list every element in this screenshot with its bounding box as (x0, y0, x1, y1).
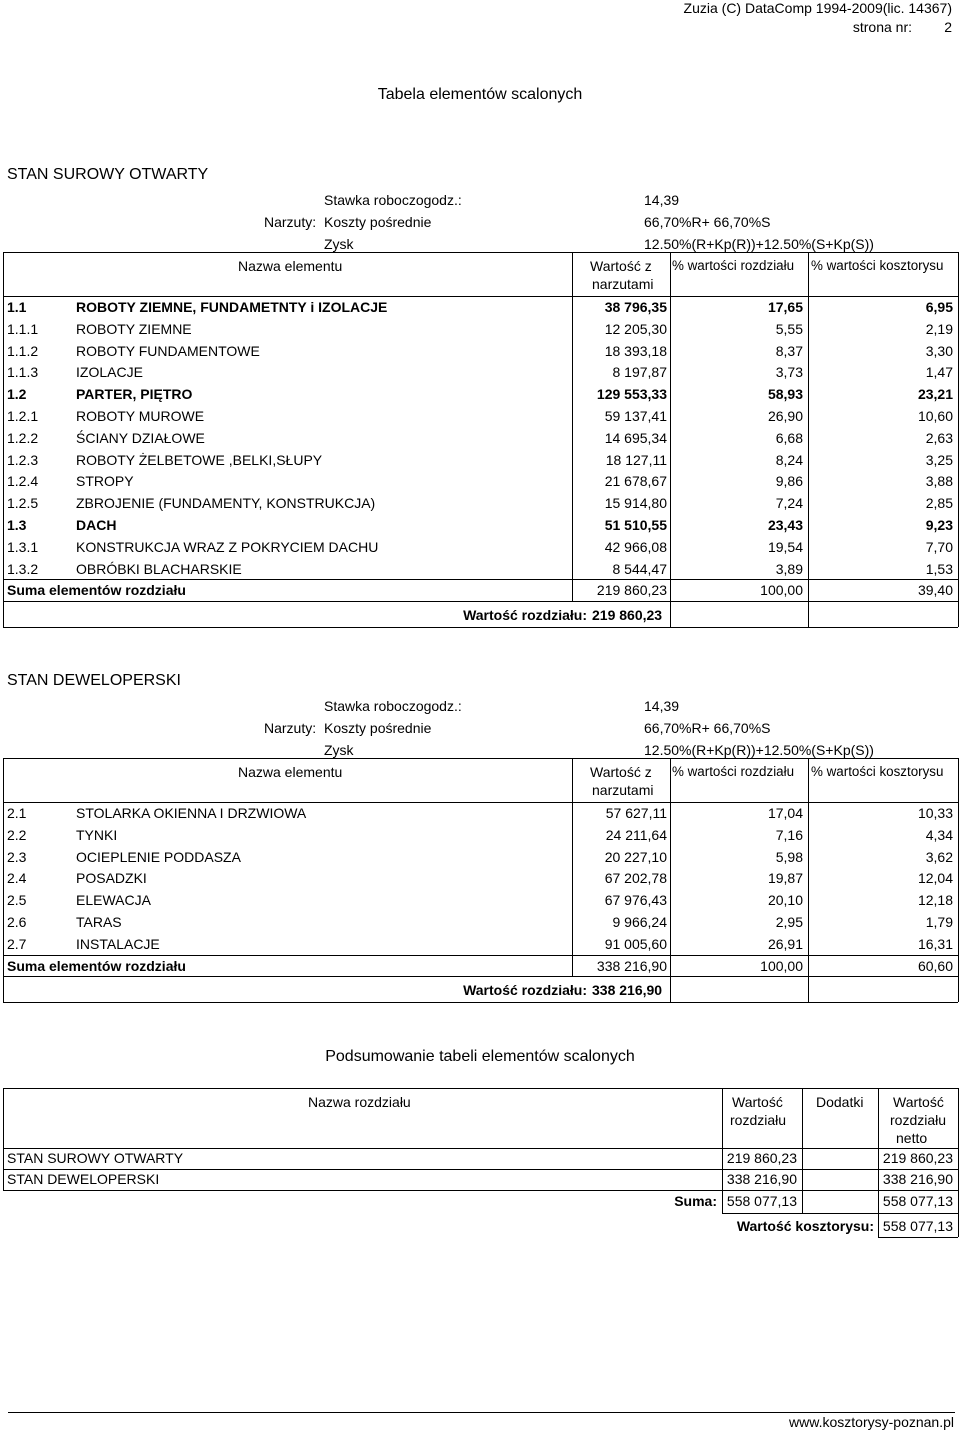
param-stawka-value: 14,39 (644, 698, 680, 714)
column-header-value-1: Wartość z (590, 258, 652, 274)
row-number: 1.2.3 (7, 451, 39, 468)
row-number: 1.2 (7, 386, 27, 403)
param-koszty-value: 66,70%R+ 66,70%S (644, 214, 771, 230)
divider (670, 758, 671, 1002)
row-value: 129 553,33 (596, 386, 667, 403)
row-number: 1.1.1 (7, 320, 39, 337)
divider (722, 1088, 723, 1213)
summary-header-net-2: rozdziału (890, 1112, 947, 1128)
row-percent-section: 3,73 (775, 364, 803, 381)
divider (3, 955, 958, 956)
row-value: 18 393,18 (604, 342, 667, 359)
section-value: 338 216,90 (592, 982, 663, 999)
section-sum-value: 219 860,23 (596, 582, 667, 599)
row-name: STROPY (76, 473, 134, 490)
row-number: 2.1 (7, 805, 27, 821)
row-value: 9 966,24 (612, 914, 667, 930)
divider (670, 252, 671, 627)
param-zysk-label: Zysk (324, 236, 354, 252)
divider (3, 1169, 958, 1170)
summary-total-label: Wartość kosztorysu: (736, 1218, 874, 1234)
param-stawka-label: Stawka roboczogodz.: (324, 698, 462, 714)
row-percent-section: 26,91 (767, 935, 803, 952)
section-value: 219 860,23 (592, 607, 663, 624)
row-value: 51 510,55 (604, 517, 667, 533)
row-name: OCIEPLENIE PODDASZA (76, 848, 241, 865)
row-percent-total: 6,95 (925, 299, 953, 315)
summary-sum-label: Suma: (674, 1193, 717, 1209)
column-header-percent-total: % wartości kosztorysu (811, 258, 944, 273)
summary-row-net: 219 860,23 (882, 1150, 953, 1166)
column-header-name: Nazwa elementu (238, 764, 343, 780)
summary-header-net-3: netto (896, 1130, 928, 1146)
row-percent-section: 2,95 (775, 914, 803, 930)
section-sum-label: Suma elementów rozdziału (7, 582, 186, 599)
param-koszty-label: Koszty pośrednie (324, 214, 432, 230)
row-number: 2.3 (7, 848, 27, 865)
row-percent-total: 16,31 (917, 935, 953, 952)
row-percent-section: 7,16 (775, 826, 803, 843)
row-value: 8 544,47 (612, 560, 667, 577)
row-value: 42 966,08 (604, 538, 667, 555)
section-sum-percent-section: 100,00 (760, 957, 803, 974)
row-name: ZBROJENIE (FUNDAMENTY, KONSTRUKCJA) (76, 495, 376, 512)
row-name: ŚCIANY DZIAŁOWE (76, 429, 205, 446)
row-percent-section: 3,89 (775, 560, 803, 577)
row-percent-section: 17,04 (767, 805, 803, 821)
row-name: TYNKI (76, 826, 118, 843)
divider (3, 758, 958, 759)
row-percent-section: 9,86 (775, 473, 803, 490)
document-title: Tabela elementów scalonych (377, 86, 583, 103)
summary-total-value: 558 077,13 (882, 1218, 953, 1234)
row-percent-total: 3,30 (925, 342, 953, 359)
row-percent-total: 3,62 (925, 848, 953, 865)
param-zysk-value: 12.50%(R+Kp(R))+12.50%(S+Kp(S)) (644, 236, 874, 252)
row-value: 21 678,67 (604, 473, 667, 490)
divider (3, 1088, 4, 1190)
divider (572, 758, 573, 976)
row-name: ROBOTY ŻELBETOWE ,BELKI,SŁUPY (76, 451, 323, 468)
row-percent-total: 7,70 (925, 538, 953, 555)
summary-header-net-1: Wartość (893, 1094, 944, 1110)
divider (878, 1237, 958, 1238)
row-number: 1.3.1 (7, 538, 39, 555)
row-number: 2.2 (7, 826, 27, 843)
row-number: 2.6 (7, 914, 27, 930)
row-name: ROBOTY MUROWE (76, 408, 205, 424)
summary-row-value: 338 216,90 (726, 1171, 797, 1187)
row-percent-total: 23,21 (917, 386, 953, 403)
row-percent-total: 2,85 (925, 495, 953, 512)
row-number: 1.1.2 (7, 342, 39, 359)
section-sum-percent-total: 60,60 (917, 957, 953, 974)
column-header-value-2: narzutami (592, 276, 654, 292)
summary-row-value: 219 860,23 (726, 1150, 797, 1166)
divider (808, 758, 809, 1002)
row-percent-total: 2,19 (925, 320, 953, 337)
row-name: TARAS (76, 914, 122, 930)
divider (8, 1412, 955, 1413)
divider (3, 758, 4, 1002)
summary-header-name: Nazwa rozdziału (308, 1094, 411, 1110)
row-name: DACH (76, 517, 117, 533)
section-sum-label: Suma elementów rozdziału (7, 957, 186, 974)
row-percent-total: 10,33 (917, 805, 953, 821)
divider (3, 1148, 958, 1149)
row-number: 1.2.4 (7, 473, 39, 490)
section-sum-percent-total: 39,40 (917, 582, 953, 599)
row-percent-total: 4,34 (925, 826, 953, 843)
divider (802, 1088, 803, 1213)
param-zysk-value: 12.50%(R+Kp(R))+12.50%(S+Kp(S)) (644, 742, 874, 758)
param-koszty-label: Koszty pośrednie (324, 720, 432, 736)
row-value: 59 137,41 (604, 408, 667, 424)
summary-sum-value: 558 077,13 (726, 1193, 797, 1209)
column-header-name: Nazwa elementu (238, 258, 343, 274)
divider (722, 1213, 958, 1214)
summary-row-name: STAN DEWELOPERSKI (7, 1171, 160, 1187)
divider (3, 579, 958, 580)
row-percent-total: 1,53 (925, 560, 953, 577)
row-name: PARTER, PIĘTRO (76, 386, 193, 403)
column-header-value-1: Wartość z (590, 764, 652, 780)
column-header-value-2: narzutami (592, 782, 654, 798)
row-name: ELEWACJA (76, 892, 151, 909)
summary-row-name: STAN SUROWY OTWARTY (7, 1150, 184, 1166)
divider (3, 1088, 958, 1089)
section-value-label: Wartość rozdziału: (463, 607, 587, 624)
page-number-label: strona nr: (852, 19, 912, 35)
row-value: 18 127,11 (605, 451, 667, 468)
row-value: 14 695,34 (604, 429, 667, 446)
row-percent-section: 7,24 (775, 495, 803, 512)
param-narzuty-label: Narzuty: (264, 214, 317, 230)
summary-header-value-2: rozdziału (730, 1112, 787, 1128)
row-percent-section: 6,68 (775, 429, 803, 446)
row-name: KONSTRUKCJA WRAZ Z POKRYCIEM DACHU (76, 538, 379, 555)
row-value: 15 914,80 (604, 495, 667, 512)
param-stawka-value: 14,39 (644, 192, 680, 208)
param-stawka-label: Stawka roboczogodz.: (324, 192, 462, 208)
row-number: 2.7 (7, 935, 27, 952)
row-name: STOLARKA OKIENNA I DRZWIOWA (76, 805, 307, 821)
divider (3, 1190, 958, 1191)
row-percent-section: 19,54 (767, 538, 803, 555)
row-value: 67 202,78 (604, 870, 667, 887)
divider (572, 252, 573, 601)
divider (3, 252, 958, 253)
row-number: 1.3 (7, 517, 27, 533)
summary-title: Podsumowanie tabeli elementów scalonych (325, 1048, 635, 1065)
row-percent-total: 12,04 (917, 870, 953, 887)
row-percent-section: 8,37 (775, 342, 803, 359)
row-value: 8 197,87 (612, 364, 667, 381)
divider (878, 1088, 879, 1237)
row-number: 2.5 (7, 892, 27, 909)
row-name: POSADZKI (76, 870, 147, 887)
row-value: 67 976,43 (604, 892, 667, 909)
row-number: 1.2.1 (7, 408, 39, 424)
row-number: 1.2.2 (7, 429, 39, 446)
row-number: 2.4 (7, 870, 27, 887)
row-name: OBRÓBKI BLACHARSKIE (76, 560, 242, 577)
divider (3, 296, 958, 297)
section-sum-percent-section: 100,00 (760, 582, 803, 599)
row-percent-total: 9,23 (925, 517, 953, 533)
param-koszty-value: 66,70%R+ 66,70%S (644, 720, 771, 736)
divider (958, 758, 959, 1002)
row-percent-section: 19,87 (767, 870, 803, 887)
row-value: 91 005,60 (604, 935, 667, 952)
summary-header-value-1: Wartość (732, 1094, 783, 1110)
summary-header-extras: Dodatki (816, 1094, 864, 1110)
row-percent-total: 3,88 (925, 473, 953, 490)
divider (3, 1002, 958, 1003)
row-name: ROBOTY ZIEMNE (76, 320, 192, 337)
row-percent-section: 26,90 (767, 408, 803, 424)
divider (3, 601, 958, 602)
row-number: 1.3.2 (7, 560, 39, 577)
row-value: 38 796,35 (604, 299, 667, 315)
row-percent-section: 58,93 (767, 386, 803, 403)
header-line: Zuzia (C) DataComp 1994-2009(lic. 14367) (683, 0, 952, 16)
divider (3, 627, 958, 628)
row-number: 1.1 (7, 299, 27, 315)
column-header-percent-total: % wartości kosztorysu (811, 764, 944, 779)
page-number: 2 (944, 19, 952, 35)
row-percent-total: 2,63 (925, 429, 953, 446)
row-percent-total: 3,25 (925, 451, 953, 468)
summary-row-net: 338 216,90 (882, 1171, 953, 1187)
row-percent-section: 17,65 (767, 299, 803, 315)
divider (3, 252, 4, 627)
row-value: 24 211,64 (605, 826, 667, 843)
param-zysk-label: Zysk (324, 742, 354, 758)
row-value: 57 627,11 (605, 805, 667, 821)
row-name: ROBOTY FUNDAMENTOWE (76, 342, 260, 359)
column-header-percent-section: % wartości rozdziału (672, 764, 795, 779)
row-name: IZOLACJE (76, 364, 143, 381)
row-percent-section: 8,24 (775, 451, 803, 468)
divider (808, 252, 809, 627)
row-value: 12 205,30 (604, 320, 667, 337)
divider (958, 1088, 959, 1237)
row-percent-total: 12,18 (917, 892, 953, 909)
row-percent-section: 5,55 (775, 320, 803, 337)
row-name: ROBOTY ZIEMNE, FUNDAMETNTY i IZOLACJE (76, 299, 388, 315)
row-percent-total: 10,60 (917, 408, 953, 424)
section-sum-value: 338 216,90 (596, 957, 667, 974)
row-name: INSTALACJE (76, 935, 160, 952)
param-narzuty-label: Narzuty: (264, 720, 317, 736)
row-value: 20 227,10 (604, 848, 667, 865)
divider (958, 252, 959, 627)
row-percent-total: 1,47 (925, 364, 953, 381)
row-percent-section: 5,98 (775, 848, 803, 865)
row-percent-total: 1,79 (925, 914, 953, 930)
divider (3, 976, 958, 977)
section-title: STAN DEWELOPERSKI (7, 672, 181, 689)
summary-sum-net: 558 077,13 (882, 1193, 953, 1209)
column-header-percent-section: % wartości rozdziału (672, 258, 795, 273)
row-percent-section: 20,10 (767, 892, 803, 909)
divider (3, 802, 958, 803)
row-percent-section: 23,43 (767, 517, 803, 533)
footer-url: www.kosztorysy-poznan.pl (789, 1414, 954, 1430)
section-title: STAN SUROWY OTWARTY (7, 166, 209, 183)
row-number: 1.1.3 (7, 364, 39, 381)
row-number: 1.2.5 (7, 495, 39, 512)
section-value-label: Wartość rozdziału: (463, 982, 587, 999)
